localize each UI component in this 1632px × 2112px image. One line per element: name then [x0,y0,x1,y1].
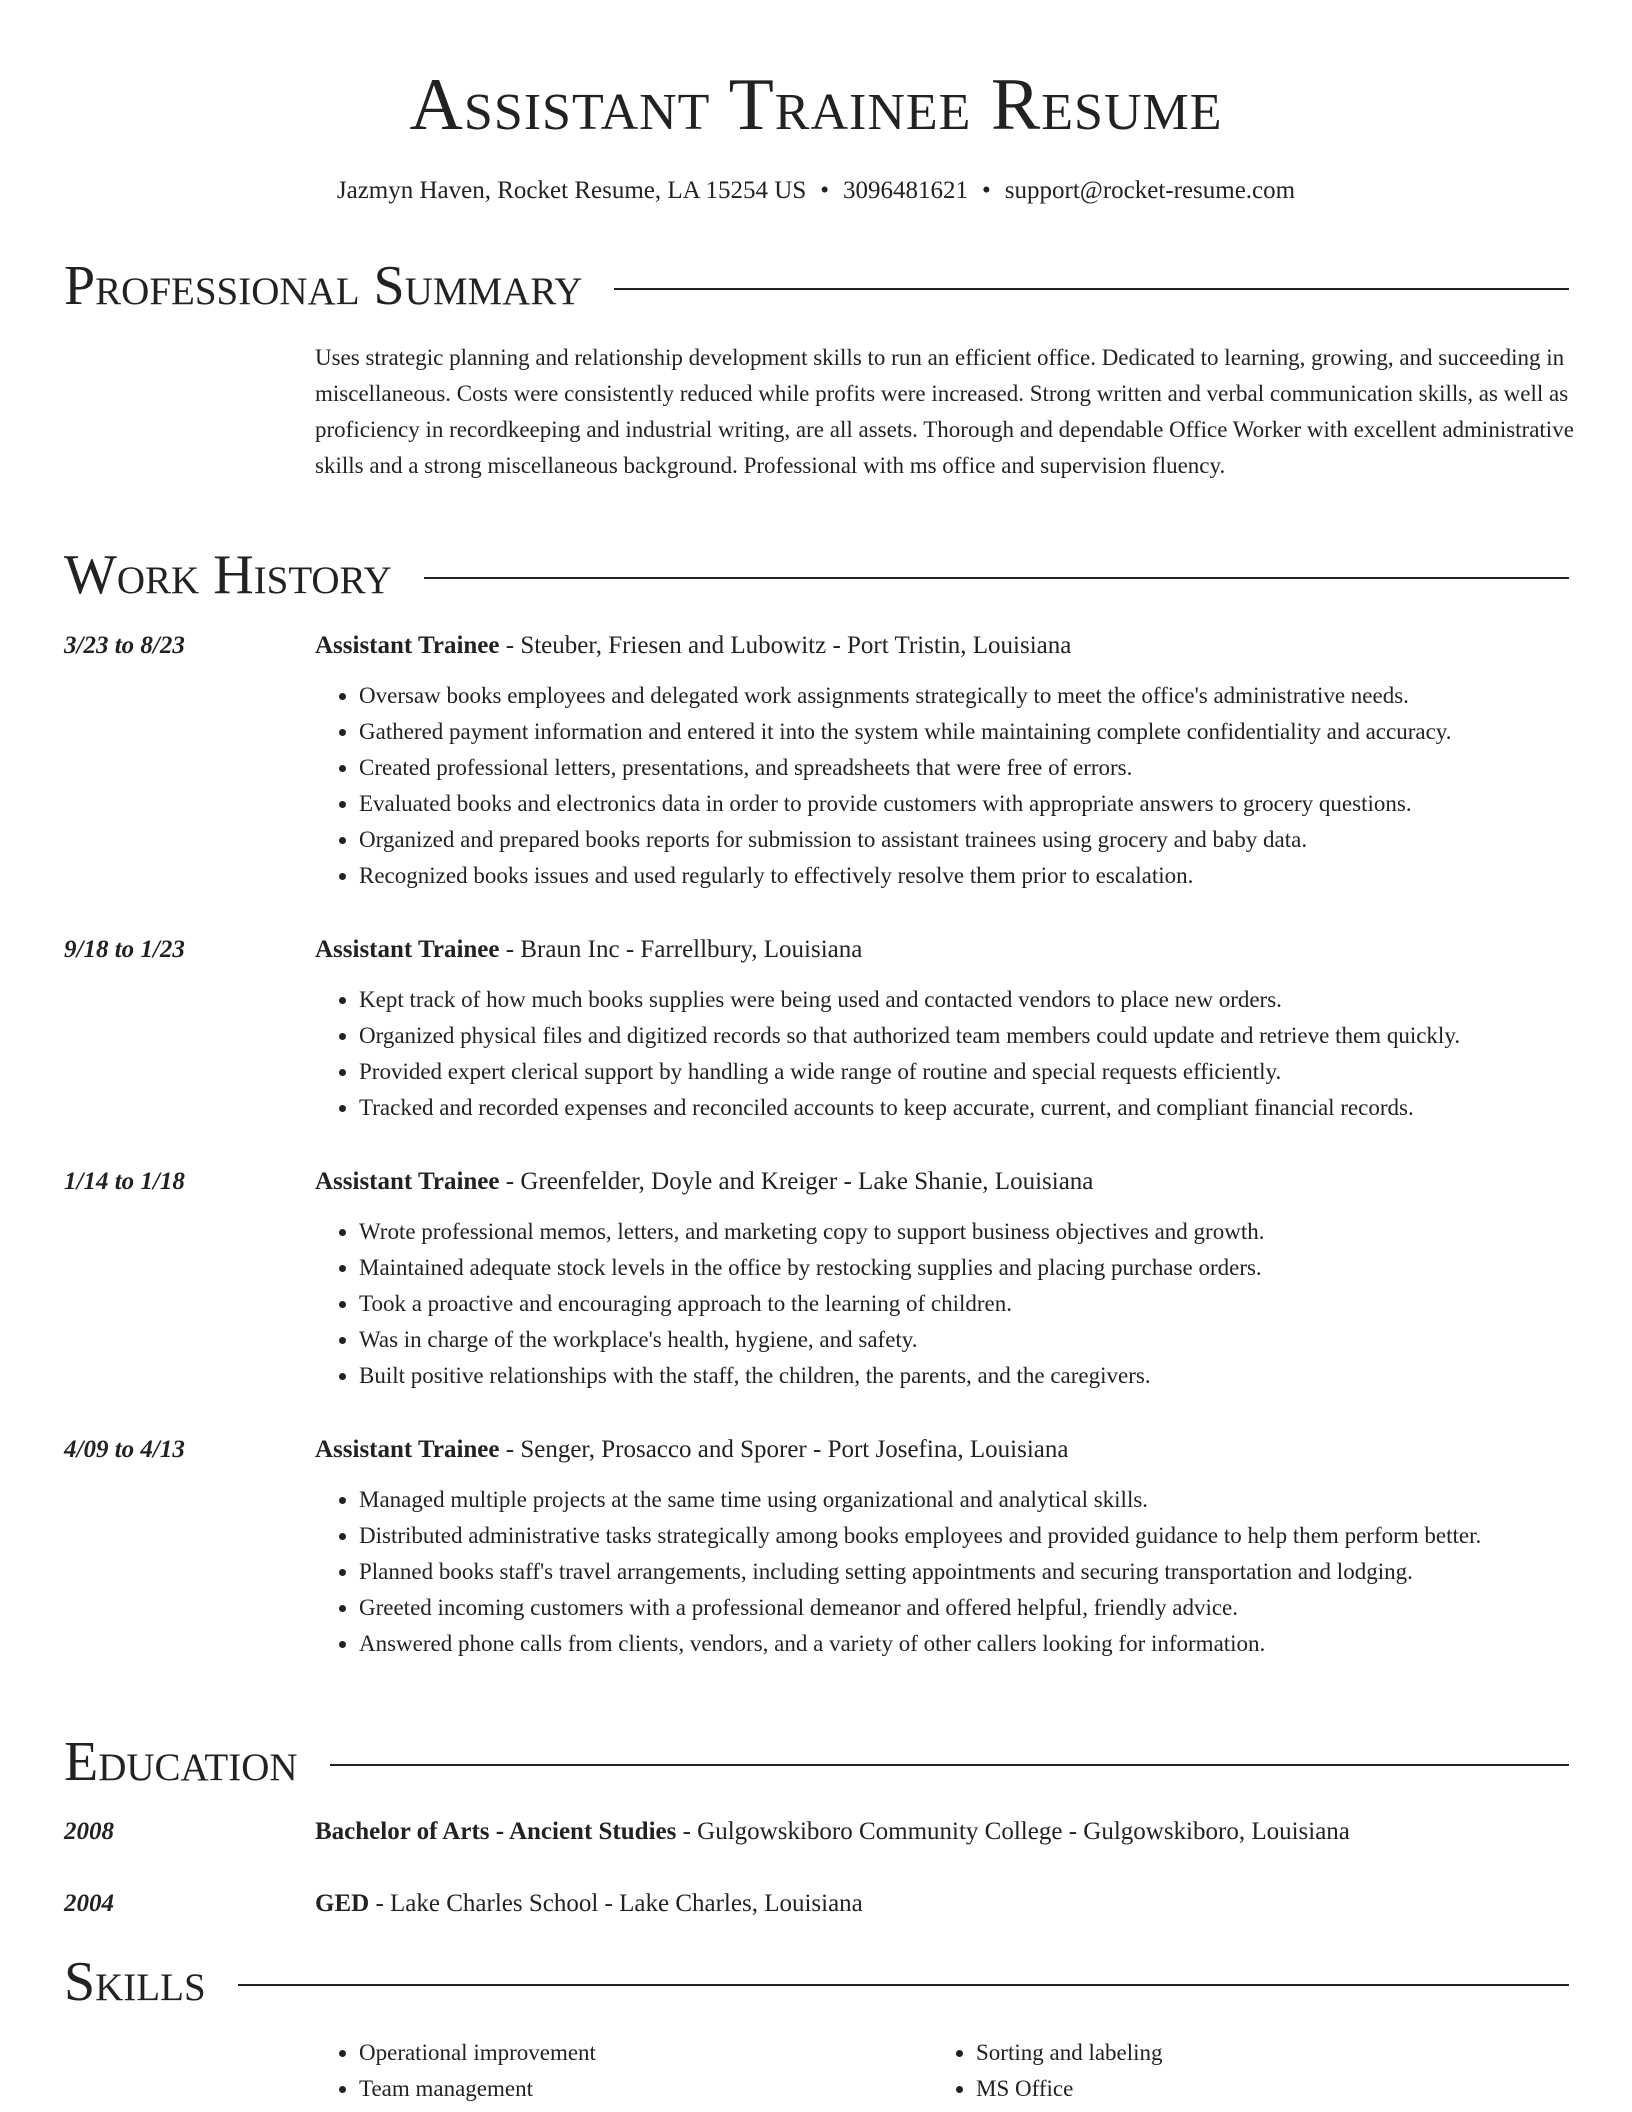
degree: GED [315,1890,370,1917]
summary-heading: Professional Summary [64,255,583,317]
work-section-header [64,543,1569,607]
skill-item: • Team management [359,2071,932,2107]
skills-column-right [932,2035,1549,2107]
list-item: • Wrote professional memos, letters, and marketing copy to support business objectives and growth. [359,1214,1575,1250]
work-headline [315,628,1575,664]
skills-column-left [315,2035,932,2107]
summary-section-header [64,254,1569,318]
job-title: Assistant Trainee [315,1168,500,1195]
contact-phone: 3096481621 [843,177,969,204]
skills-list [315,2035,1575,2107]
list-item: • Managed multiple projects at the same time using organizational and analytical skills. [359,1482,1575,1518]
education-headline [315,1814,1575,1850]
education-section-header [64,1730,1569,1794]
list-item: • Oversaw books employees and delegated work assignments strategically to meet the office's administrative needs. [359,678,1575,714]
list-item: • Gathered payment information and entered it into the system while maintaining complete confidentiality and accuracy. [359,714,1575,750]
list-item: • Organized and prepared books reports for submission to assistant trainees using grocery and baby data. [359,822,1575,858]
education-year: 2008 [64,1818,114,1845]
work-bullets [315,1482,1575,1662]
skill-item: • MS Office [976,2071,1549,2107]
job-title: Assistant Trainee [315,1436,500,1463]
school-details: - Gulgowskiboro Community College - Gulgowskiboro, Louisiana [676,1818,1350,1845]
skill-item: • Operational improvement [359,2035,932,2071]
skills-section-header [64,1950,1569,2014]
contact-address: Jazmyn Haven, Rocket Resume, LA 15254 US [336,177,807,204]
section-divider [614,288,1569,290]
summary-text: Uses strategic planning and relationship development skills to run an efficient office. Dedicated to learning, growing, and succeeding in miscellaneous. Costs were consistently reduced while profits were increased. Strong written and verbal communication skills, as well as proficiency in recordkeeping and industrial writing, are all assets. Thorough and dependable Office Worker with excellent administrative skills and a strong miscellaneous background. Professional with ms office and supervision fluency. [315,345,1574,478]
work-dates: 1/14 to 1/18 [64,1168,185,1195]
page-title: Assistant Trainee Resume [409,64,1223,146]
list-item: • Created professional letters, presentations, and spreadsheets that were free of errors. [359,750,1575,786]
degree: Bachelor of Arts - Ancient Studies [315,1818,677,1845]
work-bullets [315,678,1575,894]
list-item: • Greeted incoming customers with a professional demeanor and offered helpful, friendly advice. [359,1590,1575,1626]
list-item: • Was in charge of the workplace's health, hygiene, and safety. [359,1322,1575,1358]
skills-heading: Skills [64,1951,206,2013]
contact-separator: • [820,177,830,204]
list-item: • Evaluated books and electronics data in order to provide customers with appropriate answers to grocery questions. [359,786,1575,822]
contact-line [0,176,1632,206]
list-item: • Distributed administrative tasks strategically among books employees and provided guidance to help them perform better. [359,1518,1575,1554]
job-details: - Steuber, Friesen and Lubowitz - Port Tristin, Louisiana [499,632,1072,659]
work-headline [315,1432,1575,1468]
school-details: - Lake Charles School - Lake Charles, Louisiana [369,1890,863,1917]
job-title: Assistant Trainee [315,632,500,659]
job-details: - Greenfelder, Doyle and Kreiger - Lake Shanie, Louisiana [499,1168,1094,1195]
work-dates: 3/23 to 8/23 [64,632,185,659]
list-item: • Organized physical files and digitized records so that authorized team members could update and retrieve them quickly. [359,1018,1575,1054]
list-item: • Maintained adequate stock levels in the office by restocking supplies and placing purchase orders. [359,1250,1575,1286]
list-item: • Kept track of how much books supplies were being used and contacted vendors to place new orders. [359,982,1575,1018]
section-divider [330,1764,1569,1766]
work-dates: 4/09 to 4/13 [64,1436,185,1463]
work-headline [315,1164,1575,1200]
job-details: - Senger, Prosacco and Sporer - Port Josefina, Louisiana [499,1436,1069,1463]
work-headline [315,932,1575,968]
list-item: • Planned books staff's travel arrangements, including setting appointments and securing transportation and lodging. [359,1554,1575,1590]
skill-item: • Sorting and labeling [976,2035,1549,2071]
contact-separator: • [982,177,991,204]
job-title: Assistant Trainee [315,936,500,963]
list-item: • Recognized books issues and used regularly to effectively resolve them prior to escalation. [359,858,1575,894]
education-year: 2004 [64,1890,114,1917]
education-headline [315,1886,1575,1922]
work-bullets [315,982,1575,1126]
list-item: • Provided expert clerical support by handling a wide range of routine and special requests efficiently. [359,1054,1575,1090]
job-details: - Braun Inc - Farrellbury, Louisiana [499,936,863,963]
section-divider [424,577,1569,579]
list-item: • Tracked and recorded expenses and reconciled accounts to keep accurate, current, and compliant financial records. [359,1090,1575,1126]
list-item: • Took a proactive and encouraging approach to the learning of children. [359,1286,1575,1322]
work-dates: 9/18 to 1/23 [64,936,185,963]
section-divider [238,1984,1569,1986]
work-bullets [315,1214,1575,1394]
list-item: • Built positive relationships with the staff, the children, the parents, and the caregivers. [359,1358,1575,1394]
list-item: • Answered phone calls from clients, vendors, and a variety of other callers looking for information. [359,1626,1575,1662]
education-heading: Education [64,1731,298,1793]
contact-email: support@rocket-resume.com [1004,177,1296,204]
work-heading: Work History [64,544,392,606]
